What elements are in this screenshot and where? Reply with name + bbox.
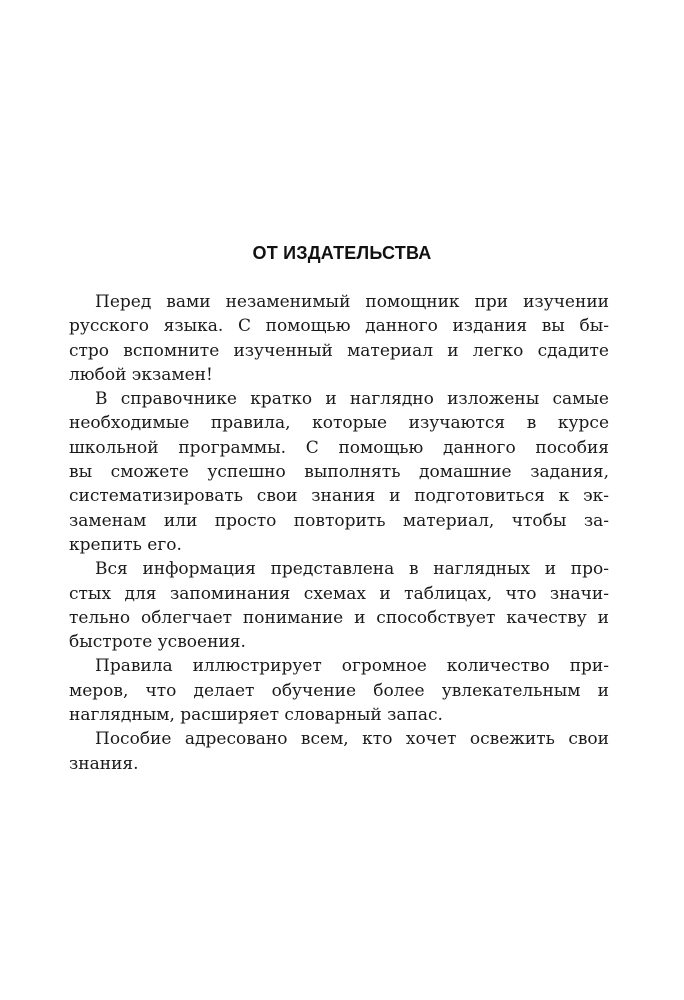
text-line: быстроте усвоения. [69,632,246,653]
text-line: стых для запоминания схемах и таблицах, что значи- [69,583,609,604]
text-line: стро вспомните изученный материал и легко сдадите [69,340,609,361]
text-line: Вся информация представлена в наглядных и про- [95,559,609,580]
paragraph [69,727,609,776]
text-line: тельно облегчает понимание и способствует качеству и [69,607,609,628]
paragraph [69,387,609,557]
section-heading: ОТ ИЗДАТЕЛЬСТВА [252,243,432,263]
text-line: Перед вами незаменимый помощник при изучении [95,292,609,312]
paragraph [69,654,609,727]
text-line: русского языка. С помощью данного издания вы бы- [69,316,609,337]
text-line: вы сможете успешно выполнять домашние задания, [69,462,609,483]
text-line: заменам или просто повторить материал, чтобы за- [69,510,609,531]
text-line: школьной программы. С помощью данного пособия [69,437,609,458]
paragraph [69,557,609,654]
text-line: необходимые правила, которые изучаются в курсе [69,413,609,434]
text-line: В справочнике кратко и наглядно изложены самые [95,389,609,410]
text-line: меров, что делает обучение более увлекательным и [69,680,609,701]
text-line: знания. [69,753,139,774]
text-line: систематизировать свои знания и подготовиться к эк- [69,486,609,507]
text-line: Пособие адресовано всем, кто хочет освежить свои [95,729,609,750]
text-line: наглядным, расширяет словарный запас. [69,705,443,726]
text-line: Правила иллюстрирует огромное количество при- [95,656,609,677]
foreword-body [69,290,609,776]
text-line: крепить его. [69,534,182,555]
paragraph [69,290,609,387]
text-line: любой экзамен! [69,364,213,385]
